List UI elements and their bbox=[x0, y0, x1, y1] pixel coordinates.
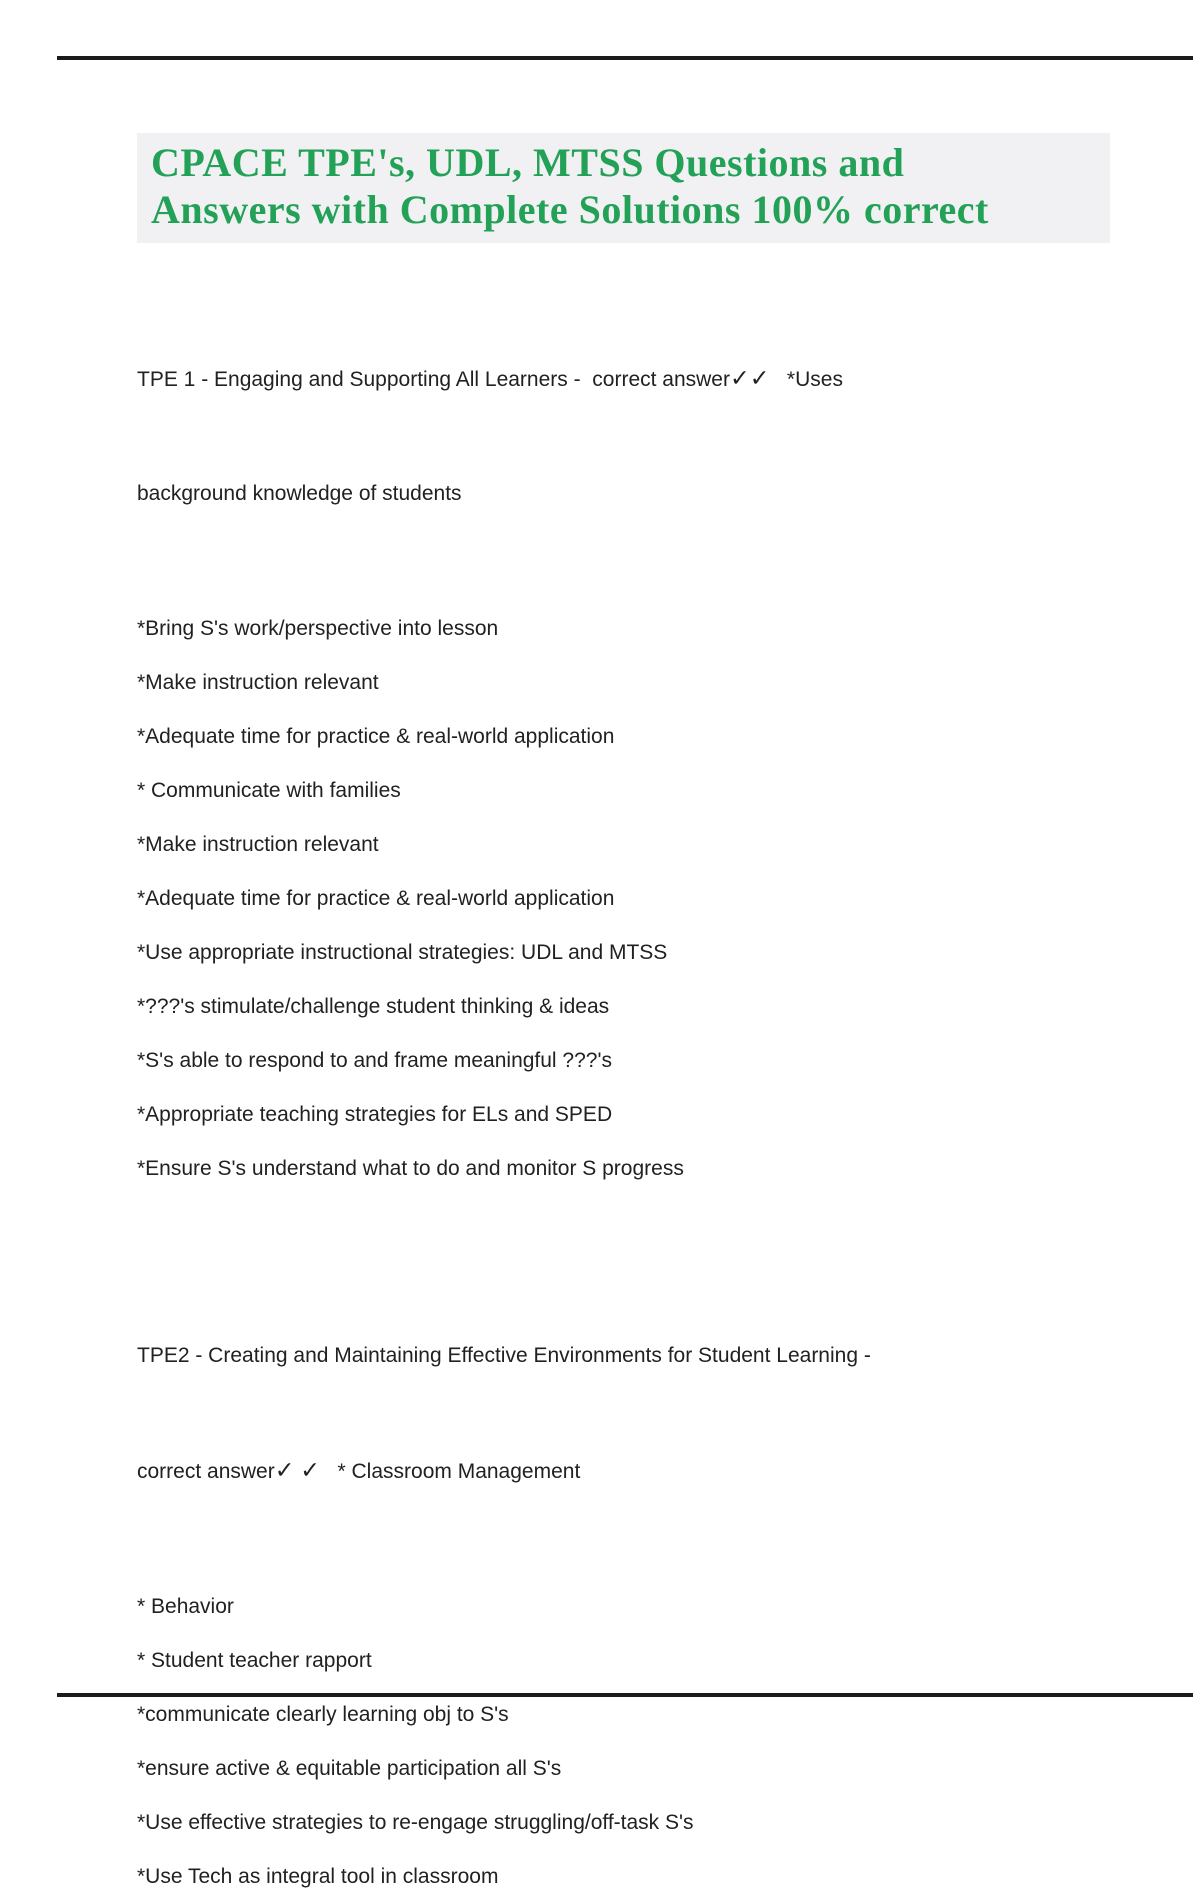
question-tpe2 bbox=[137, 1261, 1110, 1567]
bottom-horizontal-rule bbox=[57, 1693, 1193, 1697]
document-title-line-2: Answers with Complete Solutions 100% correct bbox=[151, 187, 989, 232]
answer-item: *Use appropriate instructional strategies: UDL and MTSS bbox=[137, 941, 668, 964]
answer-item: *Make instruction relevant bbox=[137, 671, 379, 694]
question-tpe2-line-2: correct answer✓ ✓ * Classroom Management bbox=[137, 1457, 581, 1483]
question-tpe1-line-2: background knowledge of students bbox=[137, 482, 462, 505]
answer-item: *Use Tech as integral tool in classroom bbox=[137, 1865, 499, 1888]
checkmark-icon: ✓ bbox=[729, 365, 750, 391]
answer-item: *Adequate time for practice & real-world application bbox=[137, 725, 615, 748]
answer-item: *Make instruction relevant bbox=[137, 833, 379, 856]
checkmark-icon: ✓ bbox=[274, 1457, 295, 1483]
checkmark-icon: ✓ bbox=[749, 365, 770, 391]
answer-item: * Communicate with families bbox=[137, 779, 401, 802]
answer-item: * Behavior bbox=[137, 1595, 234, 1618]
answer-item: *Bring S's work/perspective into lesson bbox=[137, 617, 499, 640]
question-tpe1-line-1: TPE 1 - Engaging and Supporting All Learners - correct answer✓✓ *Uses bbox=[137, 365, 843, 391]
top-horizontal-rule bbox=[57, 56, 1193, 60]
answer-item: * Student teacher rapport bbox=[137, 1649, 372, 1672]
document-title-block bbox=[137, 133, 1110, 243]
answer-item: *S's able to respond to and frame meaningful ???'s bbox=[137, 1049, 612, 1072]
answer-item: *Adequate time for practice & real-world application bbox=[137, 887, 615, 910]
answer-item: *communicate clearly learning obj to S's bbox=[137, 1703, 509, 1726]
answer-item: *???'s stimulate/challenge student thinking & ideas bbox=[137, 995, 610, 1018]
question-tpe1 bbox=[137, 283, 1110, 589]
answer-item: *Ensure S's understand what to do and monitor S progress bbox=[137, 1157, 684, 1180]
question-tpe2-line-1: TPE2 - Creating and Maintaining Effective Environments for Student Learning - bbox=[137, 1344, 871, 1367]
checkmark-icon: ✓ bbox=[300, 1457, 320, 1483]
document-title-line-1: CPACE TPE's, UDL, MTSS Questions and bbox=[151, 140, 905, 185]
answer-item: *Appropriate teaching strategies for ELs and SPED bbox=[137, 1103, 613, 1126]
document-content bbox=[137, 133, 1110, 1891]
answer-item: *ensure active & equitable participation all S's bbox=[137, 1757, 562, 1780]
answer-item: *Use effective strategies to re-engage struggling/off-task S's bbox=[137, 1811, 694, 1834]
